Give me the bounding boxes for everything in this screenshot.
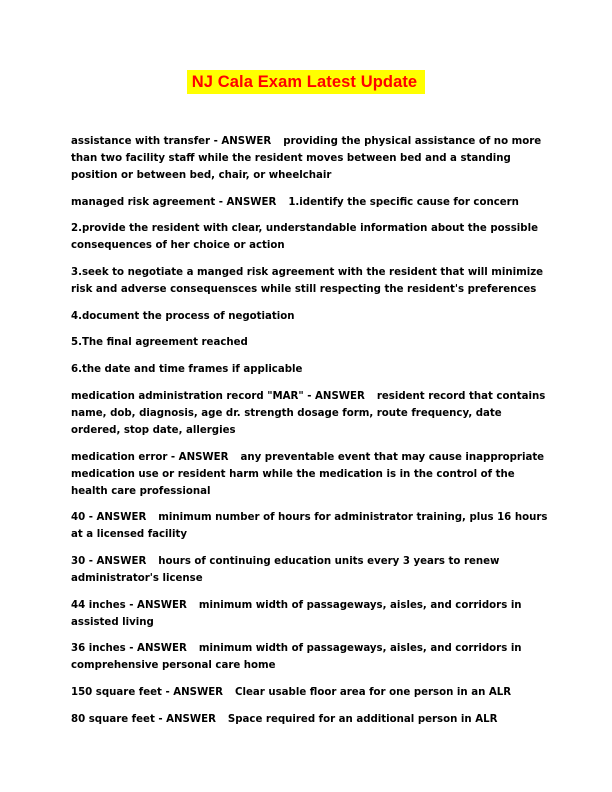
entry-definition: Space required for an additional person in ALR xyxy=(227,713,498,725)
list-item xyxy=(71,361,549,378)
entry-definition: 4.document the process of negotiation xyxy=(71,310,295,322)
entry-definition: minimum number of hours for administrator training, plus 16 hours at a licensed facility xyxy=(71,512,548,541)
list-item xyxy=(71,264,549,298)
list-item xyxy=(71,133,549,184)
entry-definition: 3.seek to negotiate a manged risk agreement with the resident that will minimize risk and adverse consequensces while still respecting the resident's preferences xyxy=(71,267,544,296)
list-item xyxy=(71,684,549,701)
title-container xyxy=(0,70,612,94)
entry-term: assistance with transfer - ANSWER xyxy=(71,136,272,147)
entry-term: 30 - ANSWER xyxy=(71,555,147,567)
entry-term: 44 inches - ANSWER xyxy=(71,599,187,611)
list-item xyxy=(71,509,549,543)
list-item xyxy=(71,220,549,254)
entry-definition: providing the physical assistance of no more than two facility staff while the resident moves between bed and a standing position or between bed, chair, or wheelchair xyxy=(71,136,542,181)
entry-definition: 5.The final agreement reached xyxy=(71,337,248,349)
entry-term: 80 square feet - ANSWER xyxy=(71,713,216,725)
list-item xyxy=(71,449,549,500)
entry-term: medication administration record "MAR" - ANSWER xyxy=(71,390,365,402)
entry-definition: minimum width of passageways, aisles, and corridors in assisted living xyxy=(71,599,522,628)
entry-definition: any preventable event that may cause inappropriate medication use or resident harm while the medication is in the control of the health care professional xyxy=(71,451,545,497)
entry-term: 36 inches - ANSWER xyxy=(71,643,187,655)
list-item xyxy=(71,597,549,631)
entry-definition: 2.provide the resident with clear, understandable information about the possible consequences of her choice or action xyxy=(71,223,538,252)
list-item xyxy=(71,711,549,728)
entry-definition: Clear usable floor area for one person in an ALR xyxy=(235,686,512,698)
entry-term: medication error - ANSWER xyxy=(71,451,229,463)
list-item xyxy=(71,194,549,211)
entry-term: managed risk agreement - ANSWER xyxy=(71,196,277,208)
list-item xyxy=(71,640,549,674)
list-item xyxy=(71,308,549,325)
list-item xyxy=(71,334,549,351)
list-item xyxy=(71,553,549,587)
entry-definition: 1.identify the specific cause for concern xyxy=(288,196,519,208)
entry-definition: 6.the date and time frames if applicable xyxy=(71,364,303,376)
entry-term: 40 - ANSWER xyxy=(71,512,147,524)
entry-definition: minimum width of passageways, aisles, and corridors in comprehensive personal care home xyxy=(71,643,522,672)
list-item xyxy=(71,388,549,439)
entry-definition: hours of continuing education units every 3 years to renew administrator's license xyxy=(71,555,500,584)
entry-definition: resident record that contains name, dob, diagnosis, age dr. strength dosage form, route frequency, date ordered, stop date, allergies xyxy=(71,390,546,436)
document-title: NJ Cala Exam Latest Update xyxy=(187,70,425,94)
entry-term: 150 square feet - ANSWER xyxy=(71,686,224,698)
flashcard-list xyxy=(71,133,549,737)
